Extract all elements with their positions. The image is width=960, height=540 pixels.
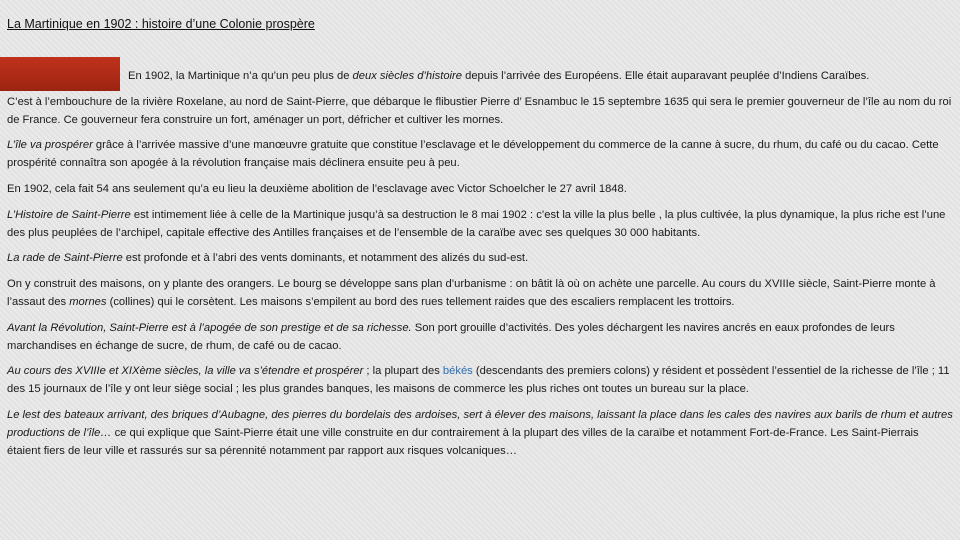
paragraph-intro: En 1902, la Martinique n’a qu’un peu plus de deux siècles d’histoire depuis l’arrivée des Européens. Elle était auparavant peuplée d’Indiens Caraïbes. <box>128 70 870 82</box>
paragraph-saint-pierre-history: L’Histoire de Saint-Pierre est intimement liée à celle de la Martinique jusqu’à sa destruction le 8 mai 1902 : c’est la ville la plus belle , la plus cultivée, la plus dynamique, la plus riche est l’une des plus peuplées de l’archipel, capitale effective des Antilles françaises et de l’ensemble de la caraïbe avec ses quelques 30 000 habitants. <box>7 208 946 239</box>
slide-title: La Martinique en 1902 : histoire d’une Colonie prospère <box>7 17 315 31</box>
slide-content <box>7 68 953 468</box>
paragraph-rade: La rade de Saint-Pierre est profonde et à l’abri des vents dominants, et notamment des alizés du sud-est. <box>7 252 529 265</box>
bekes-highlight: békés <box>442 365 473 378</box>
paragraph-bekes: Au cours des XVIIIe et XIXème siècles, la ville va s’étendre et prospérer ; la plupart des békés (descendants des premiers colons) y résident et possèdent l’essentiel de la richesse de l’île ; 11 des 15 journaux de l’île y ont leur siège social ; les plus grandes banques, les maisons de commerce les plus riches ont toutes un bureau sur la place. <box>7 365 950 396</box>
paragraph-ballast: Le lest des bateaux arrivant, des briques d’Aubagne, des pierres du bordelais des ardoises, sert à élever des maisons, laissant la place dans les cales des navires aux barils de rhum et autres productions de l’île… ce qui explique que Saint-Pierre était une ville construite en dur contrairement à la plupart des villes de la caraïbe et notamment Fort-de-France. Les Saint-Pierrais étaient fiers de leur ville et rassurés sur sa pérennité notamment par rapport aux risques volcaniques… <box>7 408 953 457</box>
paragraph-esnambuc: C’est à l’embouchure de la rivière Roxelane, au nord de Saint-Pierre, que débarque le flibustier Pierre d’ Esnambuc le 15 septembre 1635 qui sera le premier gouverneur de l’île au nom du roi de France. Ce gouverneur fera construire un fort, aménager un port, défricher et cultiver les mornes. <box>7 95 952 126</box>
paragraph-abolition: En 1902, cela fait 54 ans seulement qu’a eu lieu la deuxième abolition de l’esclavage avec Victor Schoelcher le 27 avril 1848. <box>7 182 627 195</box>
paragraph-revolution: Avant la Révolution, Saint-Pierre est à l’apogée de son prestige et de sa richesse. Son port grouille d’activités. Des yoles déchargent les navires ancrés en eaux profondes de leurs marchandises en échange de sucre, de rhum, de café ou de cacao. <box>7 321 895 352</box>
paragraph-construction: On y construit des maisons, on y plante des orangers. Le bourg se développe sans plan d’urbanisme : on bâtit là où on achète une parcelle. Au cours du XVIIIe siècle, Saint-Pierre monte à l’assaut des mornes (collines) qui le corsètent. Les maisons s’empilent au bord des rues tellement raides que des escaliers remplacent les trottoirs. <box>7 278 936 308</box>
paragraph-prosperity: L’île va prospérer grâce à l’arrivée massive d’une manœuvre gratuite que constitue l’esclavage et le développement du commerce de la canne à sucre, du rhum, du café ou du cacao. Cette prospérité connaîtra son apogée à la révolution française mais déclinera ensuite peu à peu. <box>7 139 939 170</box>
